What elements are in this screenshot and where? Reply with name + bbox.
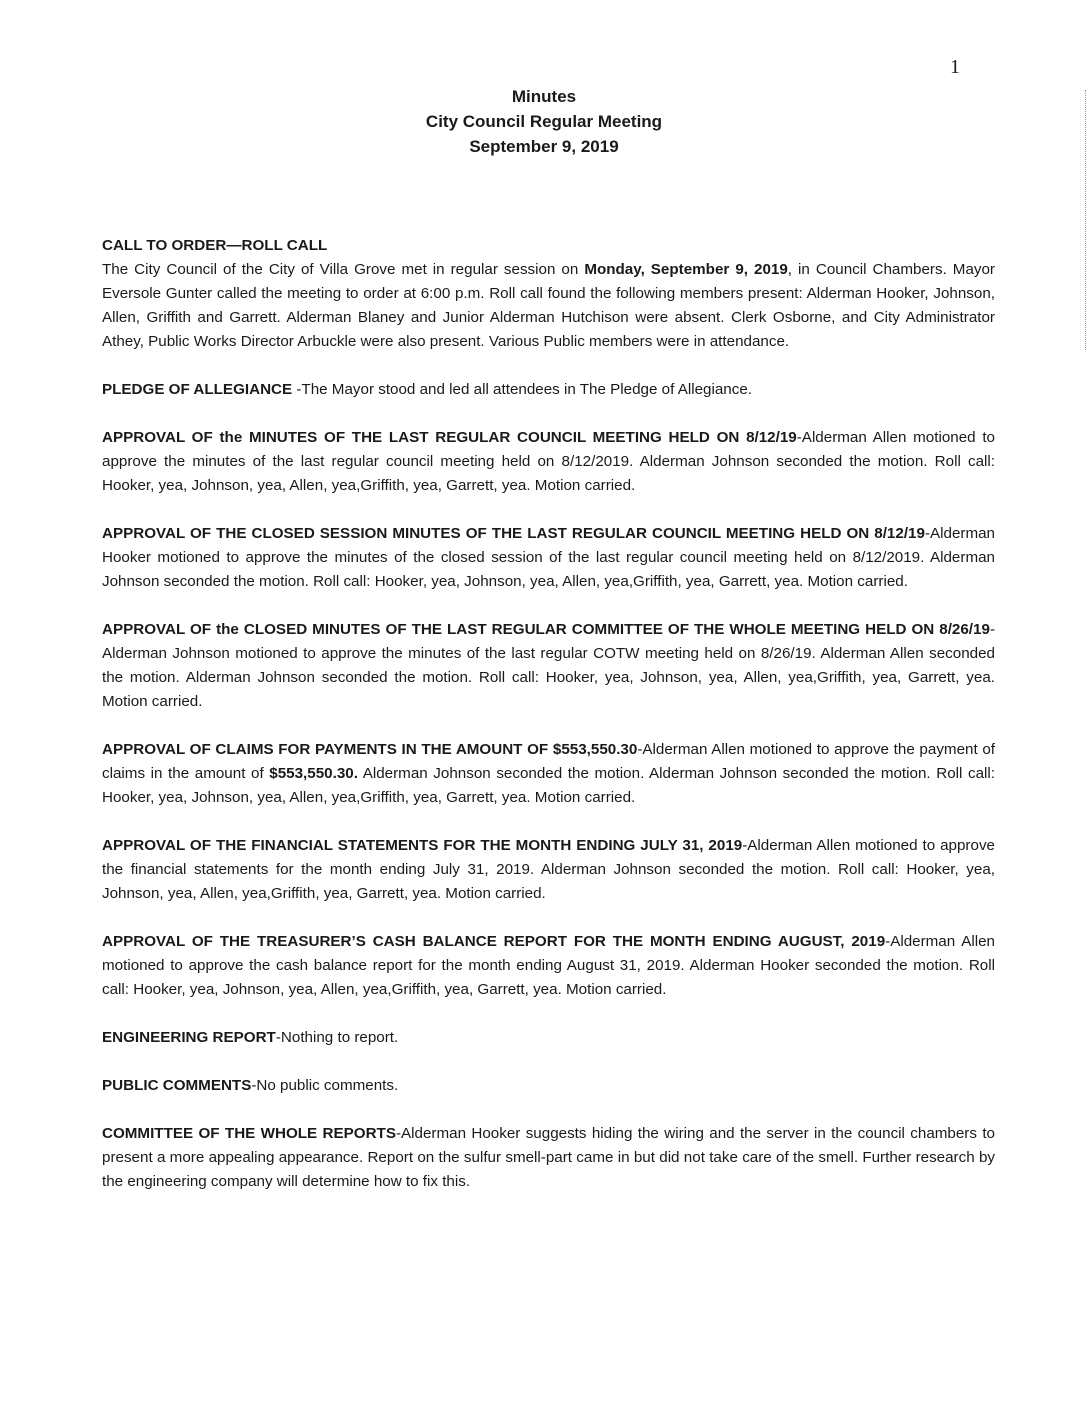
section-treasurer-report: [102, 930, 995, 1002]
scan-edge-artifact: [1083, 90, 1086, 350]
section-heading: APPROVAL OF THE FINANCIAL STATEMENTS FOR THE MONTH ENDING JULY 31, 2019: [102, 837, 743, 854]
page-number: 1: [950, 56, 960, 78]
section-heading: APPROVAL OF the MINUTES OF THE LAST REGULAR COUNCIL MEETING HELD ON 8/12/19: [102, 429, 797, 446]
section-text: -The Mayor stood and led all attendees in The Pledge of Allegiance.: [292, 381, 752, 398]
section-pledge: [102, 378, 995, 402]
section-cotw-reports: [102, 1122, 995, 1194]
header-title: Minutes: [511, 87, 577, 106]
section-claims: [102, 738, 995, 810]
section-text: -Alderman Hooker motioned to approve the minutes of the closed session of the last regular council meeting held on 8/12/2019. Alderman Johnson seconded the motion. Roll call: Hooker, yea, Johnson, yea, Allen, yea,Griffith, yea, Garrett, yea. Motion carried.: [102, 525, 995, 590]
section-engineering-report: [102, 1026, 995, 1050]
section-heading: APPROVAL OF the CLOSED MINUTES OF THE LAST REGULAR COMMITTEE OF THE WHOLE MEETING HELD ON 8/26/19: [102, 621, 990, 638]
document-header: [0, 84, 1088, 159]
section-heading: COMMITTEE OF THE WHOLE REPORTS: [102, 1125, 396, 1142]
section-heading: ENGINEERING REPORT: [102, 1029, 276, 1046]
section-text: -No public comments.: [251, 1077, 399, 1094]
section-text: -Alderman Allen motioned to approve the minutes of the last regular council meeting held on 8/12/2019. Alderman Johnson seconded the motion. Roll call: Hooker, yea, Johnson, yea, Allen, yea,Griffith, yea, Garrett, yea. Motion carried.: [102, 429, 995, 494]
section-text: -Alderman Allen motioned to approve the financial statements for the month ending July 31, 2019. Alderman Johnson seconded the motion. Roll call: Hooker, yea, Johnson, yea, Allen, yea,Griffith, yea, Garrett, yea. Motion carried.: [102, 837, 995, 902]
section-call-to-order: [102, 234, 995, 354]
meeting-date-bold: Monday, September 9, 2019: [584, 261, 788, 278]
header-date: September 9, 2019: [469, 137, 619, 156]
section-text: , in Council Chambers. Mayor Eversole Gunter called the meeting to order at 6:00 p.m. Roll call found the following members present: Alderman Hooker, Johnson, Allen, Griffith and Garrett. Alderman Blaney and Junior Alderman Hutchison were absent. Clerk Osborne, and City Administrator Athey, Public Works Director Arbuckle were also present. Various Public members were in attendance.: [102, 261, 995, 350]
section-text: -Alderman Hooker suggests hiding the wiring and the server in the council chambers to present a more appealing appearance. Report on the sulfur smell-part came in but did not take care of the smell. Further research by the engineering company will determine how to fix this.: [102, 1125, 995, 1190]
section-minutes-approval: [102, 426, 995, 498]
section-heading: PUBLIC COMMENTS: [102, 1077, 252, 1094]
section-heading: APPROVAL OF THE CLOSED SESSION MINUTES OF THE LAST REGULAR COUNCIL MEETING HELD ON 8/12/19: [102, 525, 925, 542]
section-text: The City Council of the City of Villa Grove met in regular session on: [102, 261, 585, 278]
section-public-comments: [102, 1074, 995, 1098]
minutes-body: [102, 234, 995, 1218]
header-meeting-name: City Council Regular Meeting: [425, 112, 663, 131]
section-cotw-closed-minutes: [102, 618, 995, 714]
section-text: Alderman Johnson seconded the motion. Alderman Johnson seconded the motion. Roll call: Hooker, yea, Johnson, yea, Allen, yea,Griffith, yea, Garrett, yea. Motion carried.: [102, 765, 995, 806]
section-heading: CALL TO ORDER—ROLL CALL: [102, 237, 328, 254]
section-text: -Nothing to report.: [275, 1029, 399, 1046]
section-financial-statements: [102, 834, 995, 906]
section-heading: APPROVAL OF CLAIMS FOR PAYMENTS IN THE AMOUNT OF $553,550.30: [102, 741, 638, 758]
section-text: -Alderman Allen motioned to approve the cash balance report for the month ending August 31, 2019. Alderman Hooker seconded the motion. Roll call: Hooker, yea, Johnson, yea, Allen, yea,Griffith, yea, Garrett, yea. Motion carried.: [102, 933, 995, 998]
claims-amount-bold: $553,550.30.: [269, 765, 358, 782]
section-text: -Alderman Allen motioned to approve the payment of claims in the amount of: [102, 741, 996, 782]
section-heading: PLEDGE OF ALLEGIANCE: [102, 381, 293, 398]
section-text: -Alderman Johnson motioned to approve the minutes of the last regular COTW meeting held on 8/26/19. Alderman Allen seconded the motion. Alderman Johnson seconded the motion. Roll call: Hooker, yea, Johnson, yea, Allen, yea,Griffith, yea, Garrett, yea. Motion carried.: [102, 621, 995, 710]
section-heading: APPROVAL OF THE TREASURER’S CASH BALANCE REPORT FOR THE MONTH ENDING AUGUST, 2019: [102, 933, 886, 950]
section-closed-session-minutes: [102, 522, 995, 594]
